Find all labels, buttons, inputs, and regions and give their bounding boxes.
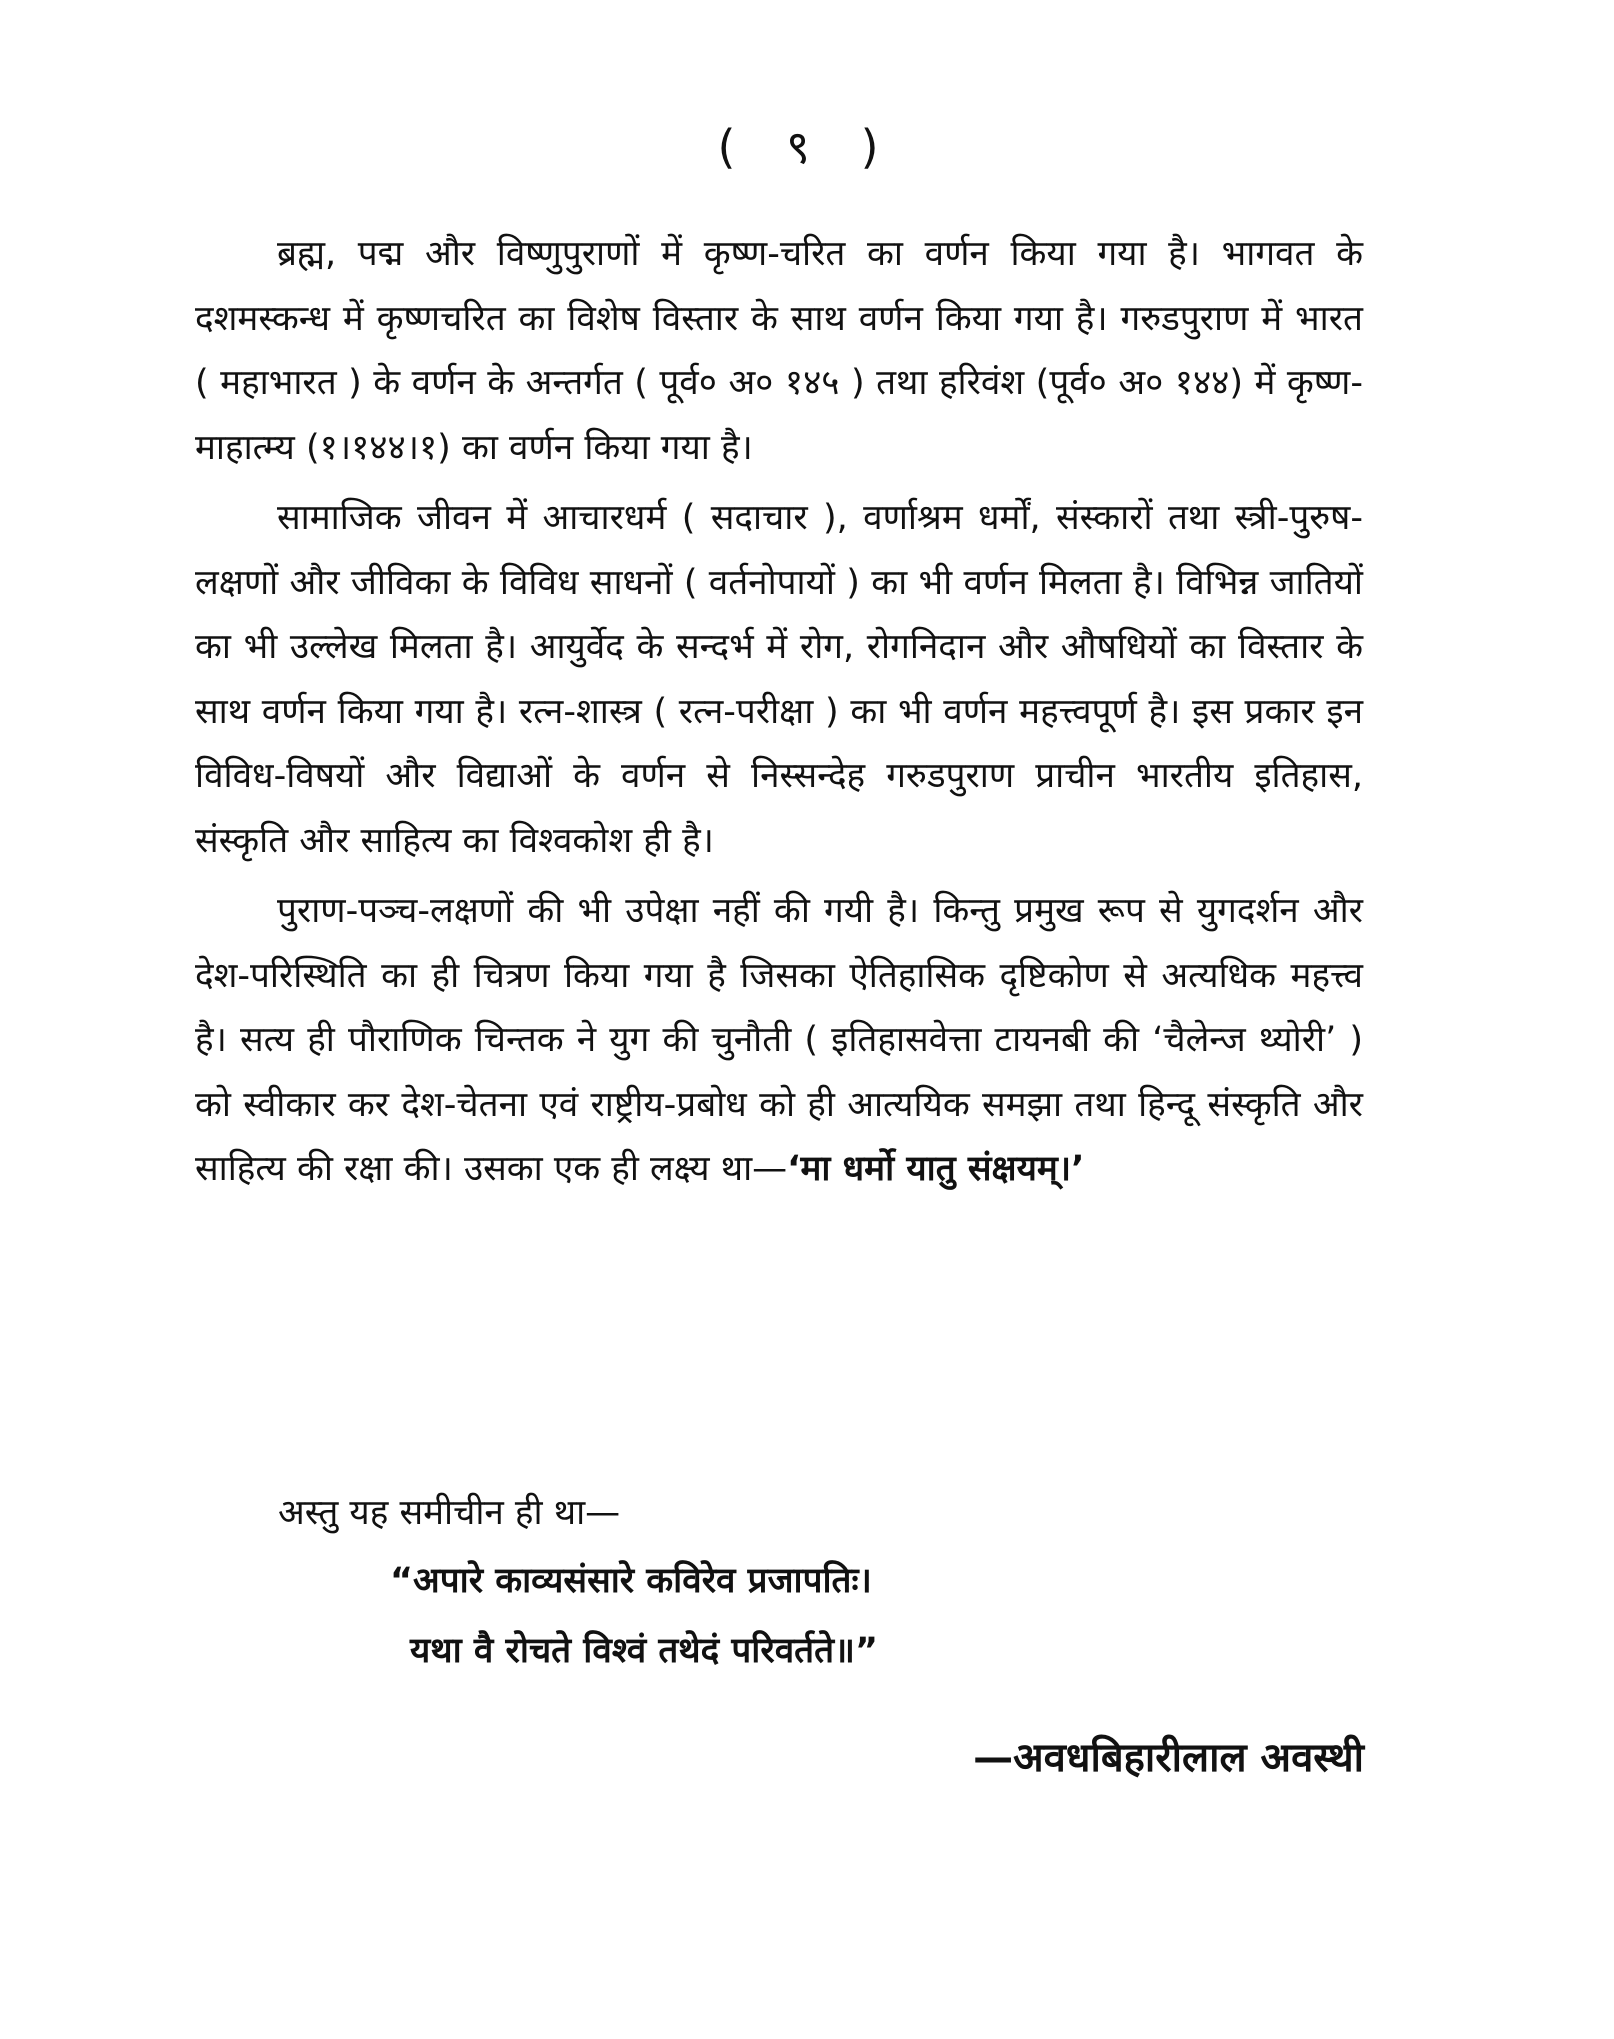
paragraph-2: सामाजिक जीवन में आचारधर्म ( सदाचार ), वर्णाश्रम धर्मों, संस्कारों तथा स्त्री-पुरुष-लक्षणों और जीविका के विविध साधनों ( वर्तनोपायों ) का भी वर्णन मिलता है। विभिन्न जातियों का भी उल्लेख मिलता है। आयुर्वेद के सन्दर्भ में रोग, रोगनिदान और औषधियों का विस्तार के साथ वर्णन किया गया है। रत्न-शास्त्र ( रत्न-परीक्षा ) का भी वर्णन महत्त्वपूर्ण है। इस प्रकार इन विविध-विषयों और विद्याओं के वर्णन से निस्सन्देह गरुडपुराण प्राचीन भारतीय इतिहास, संस्कृति और साहित्य का विश्वकोश ही है। bbox=[195, 498, 1363, 861]
verse-line-2: यथा वै रोचते विश्वं तथेदं परिवर्तते॥” bbox=[410, 1631, 879, 1671]
paragraph-1: ब्रह्म, पद्म और विष्णुपुराणों में कृष्ण-चरित का वर्णन किया गया है। भागवत के दशमस्कन्ध में कृष्णचरित का विशेष विस्तार के साथ वर्णन किया गया है। गरुडपुराण में भारत ( महाभारत ) के वर्णन के अन्तर्गत ( पूर्व० अ० १४५ ) तथा हरिवंश (पूर्व० अ० १४४) में कृष्ण-माहात्म्य (१।१४४।१) का वर्णन किया गया है। bbox=[195, 234, 1363, 468]
sanskrit-quote: ‘मा धर्मो यातु संक्षयम्।’ bbox=[787, 1149, 1085, 1189]
body-text bbox=[195, 222, 1363, 1208]
closing-intro: अस्तु यह समीचीन ही था— bbox=[278, 1493, 621, 1533]
paragraph-3-text: पुराण-पञ्च-लक्षणों की भी उपेक्षा नहीं की गयी है। किन्तु प्रमुख रूप से युगदर्शन और देश-परिस्थिति का ही चित्रण किया गया है जिसका ऐतिहासिक दृष्टिकोण से अत्यधिक महत्त्व है। सत्य ही पौराणिक चिन्तक ने युग की चुनौती ( इतिहासवेत्ता टायनबी की ‘चैलेन्ज थ्योरी’ ) को स्वीकार कर देश-चेतना एवं राष्ट्रीय-प्रबोध को ही आत्ययिक समझा तथा हिन्दू संस्कृति और साहित्य की रक्षा की। उसका एक ही लक्ष्य था— bbox=[195, 891, 1363, 1189]
page-number: ( ९ ) bbox=[717, 120, 897, 174]
paragraph-3 bbox=[195, 879, 1363, 1202]
verse-line-1: “अपारे काव्यसंसारे कविरेव प्रजापतिः। bbox=[390, 1561, 872, 1601]
author-signature: —अवधबिहारीलाल अवस्थी bbox=[973, 1735, 1364, 1781]
